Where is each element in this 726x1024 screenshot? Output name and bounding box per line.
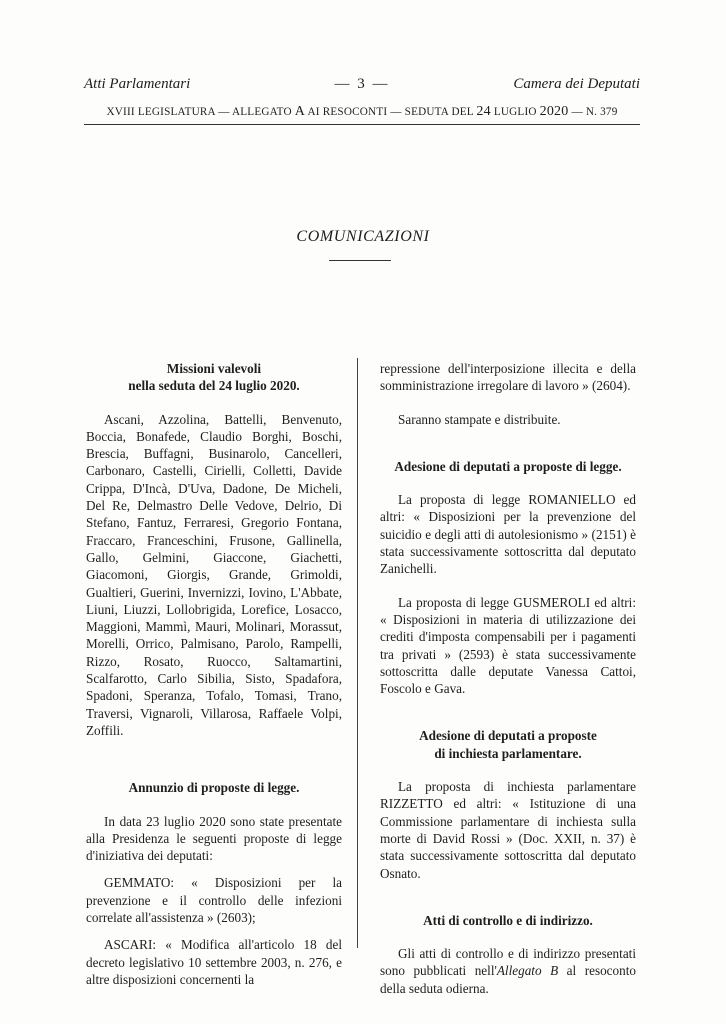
romaniello-paragraph: La proposta di legge ROMANIELLO ed altri: « Disposizioni per la prevenzione del suicidio e degli atti di autolesionismo » (2151) è stata successivamente sottoscritta dal deputato Zanichelli.: [380, 492, 636, 577]
atti-text-1: Gli atti di controllo e di indirizzo presentati sono pubblicati nell': [380, 946, 636, 979]
sub-part-3: AI RESOCONTI — SEDUTA DEL: [307, 106, 474, 118]
ascari-paragraph: ASCARI: « Modifica all'articolo 18 del decreto legislativo 10 settembre 2003, n. 276, e altre disposizioni concernenti la: [86, 937, 342, 987]
header-left: Atti Parlamentari: [84, 76, 191, 92]
missioni-names: Ascani, Azzolina, Battelli, Benvenuto, Boccia, Bonafede, Claudio Borghi, Boschi, Brescia, Buffagni, Businarolo, Cancelleri, Carbonaro, Castelli, Cirielli, Colletti, Davide Crippa, D'Incà, D'Uva, Dadone, De Micheli, Del Re, Delmastro Delle Vedove, Delrio, Di Stefano, Fantuz, Ferraresi, Gregorio Fontana, Fraccaro, Franceschini, Frusone, Gallinella, Gallo, Gelmini, Giaccone, Giachetti, Giacomoni, Giorgis, Grande, Grimoldi, Gualtieri, Guerini, Invernizzi, Iovino, L'Abbate, Liuni, Liuzzi, Lollobrigida, Lorefice, Losacco, Maggioni, Mammì, Mauri, Molinari, Morassut, Morelli, Orrico, Palmisano, Parolo, Rampelli, Rizzo, Rosato, Ruocco, Saltamartini, Scalfarotto, Carlo Sibilia, Sisto, Spadafora, Spadoni, Speranza, Tofalo, Tomasi, Trano, Traversi, Vignaroli, Villarosa, Raffaele Volpi, Zoffili.: [86, 411, 342, 738]
rizzetto-paragraph: La proposta di inchiesta parlamentare RIZZETTO ed altri: « Istituzione di una Commissione parlamentare di inchiesta sulla morte di David Rossi » (Doc. XXII, n. 37) è stata successivamente sottoscritta dal deputato Osnato.: [380, 779, 636, 881]
sub-part-1: XVIII LEGISLATURA — ALLEGATO: [106, 106, 292, 118]
inchiesta-title-line-2: di inchiesta parlamentare.: [434, 745, 582, 761]
sub-part-2: A: [294, 104, 306, 119]
atti-text-2: al resoconto della seduta odierna.: [380, 963, 636, 996]
page-number: — 3 —: [334, 76, 390, 92]
inchiesta-title-line-1: Adesione di deputati a proposte: [419, 728, 597, 744]
missioni-title: [86, 360, 342, 395]
stampate-paragraph: Saranno stampate e distribuite.: [398, 411, 561, 427]
gemmato-paragraph: GEMMATO: « Disposizioni per la prevenzione e il controllo delle infezioni correlate all'assistenza » (2603);: [86, 875, 342, 926]
sub-part-5: LUGLIO: [493, 106, 537, 118]
atti-title: Atti di controllo e di indirizzo.: [423, 912, 593, 928]
section-title: COMUNICAZIONI: [296, 228, 430, 245]
header-subtitle: [84, 104, 640, 120]
left-column: [86, 360, 342, 988]
sub-part-7: — N. 379: [571, 106, 618, 118]
annunzio-title: Annunzio di proposte di legge.: [128, 780, 300, 796]
sub-part-4: 24: [476, 104, 491, 119]
inchiesta-title: [380, 727, 636, 762]
header-rule: [84, 124, 640, 125]
header-right: Camera dei Deputati: [513, 76, 640, 92]
column-divider: [357, 358, 358, 948]
annunzio-intro: In data 23 luglio 2020 sono state presentate alla Presidenza le seguenti proposte di legge d'iniziativa dei deputati:: [86, 813, 342, 864]
ascari-continuation: repressione dell'interposizione illecita e della somministrazione irregolare di lavoro » (2604).: [380, 361, 636, 394]
page-header: [84, 76, 640, 98]
sub-part-6: 2020: [539, 104, 569, 119]
missioni-title-line-1: Missioni valevoli: [166, 361, 262, 376]
adesione-title: Adesione di deputati a proposte di legge.: [394, 458, 622, 474]
atti-paragraph: [380, 945, 636, 997]
allegato-b: Allegato B: [496, 963, 559, 979]
title-rule: [329, 260, 391, 261]
missioni-title-line-2: nella seduta del 24 luglio 2020.: [128, 378, 300, 394]
gusmeroli-paragraph: La proposta di legge GUSMEROLI ed altri: « Disposizioni in materia di utilizzazione dei crediti d'imposta compensabili per i pagamenti tra privati » (2593) è stata successivamente sottoscritta dalle deputate Vanessa Cattoi, Foscolo e Gava.: [380, 594, 636, 697]
right-column: [380, 360, 636, 997]
